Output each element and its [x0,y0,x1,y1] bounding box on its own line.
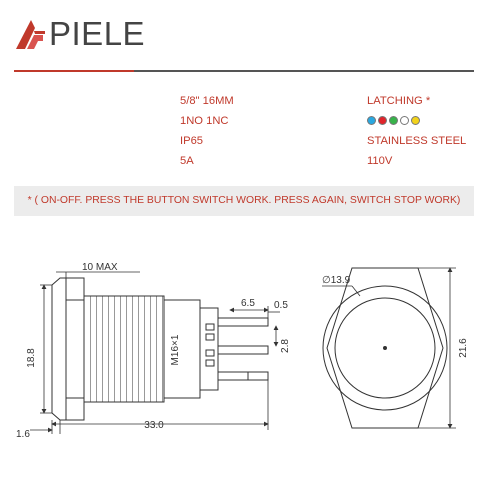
dim-terminal-thick: 0.5 [274,300,288,311]
center-mark [384,347,387,350]
front-view-drawing [323,268,447,428]
terminal-pin-2 [218,346,268,354]
terminal-slot-2 [206,350,214,356]
operation-note: * ( ON-OFF. PRESS THE BUTTON SWITCH WORK. PRESS AGAIN, SWITCH STOP WORK) [14,186,474,216]
threaded-body [84,296,164,402]
terminal-slot-1 [206,324,214,330]
spec-value: 110V [367,155,393,167]
spec-value: LATCHING * [367,95,431,107]
dim-length: 33.0 [144,420,164,431]
nut-outline [66,278,84,420]
dim-terminal-gap: 2.8 [280,339,291,353]
dim-bezel: 1.6 [16,429,30,440]
terminal-block [200,308,218,390]
side-view-drawing [52,278,268,420]
dim-terminal-width: 6.5 [241,298,255,309]
spec-value: 5/8" 16MM [180,95,234,107]
spec-value: STAINLESS STEEL [367,135,467,147]
terminal-pin-1 [218,318,268,326]
spec-value: 1NO 1NC [180,115,229,127]
brand-name: PIELE [49,15,146,52]
dim-across-flats: 21.6 [458,338,469,358]
spec-value: IP65 [180,135,204,147]
dim-thread: M16×1 [170,334,181,366]
dim-top-width: 10 MAX [82,262,118,273]
spec-value: 5A [180,155,194,167]
dim-height-left: 18.8 [26,348,37,368]
dim-diameter: ∅13.9 [322,275,351,286]
bezel-outline [52,278,66,420]
terminal-pin-3 [218,372,248,380]
